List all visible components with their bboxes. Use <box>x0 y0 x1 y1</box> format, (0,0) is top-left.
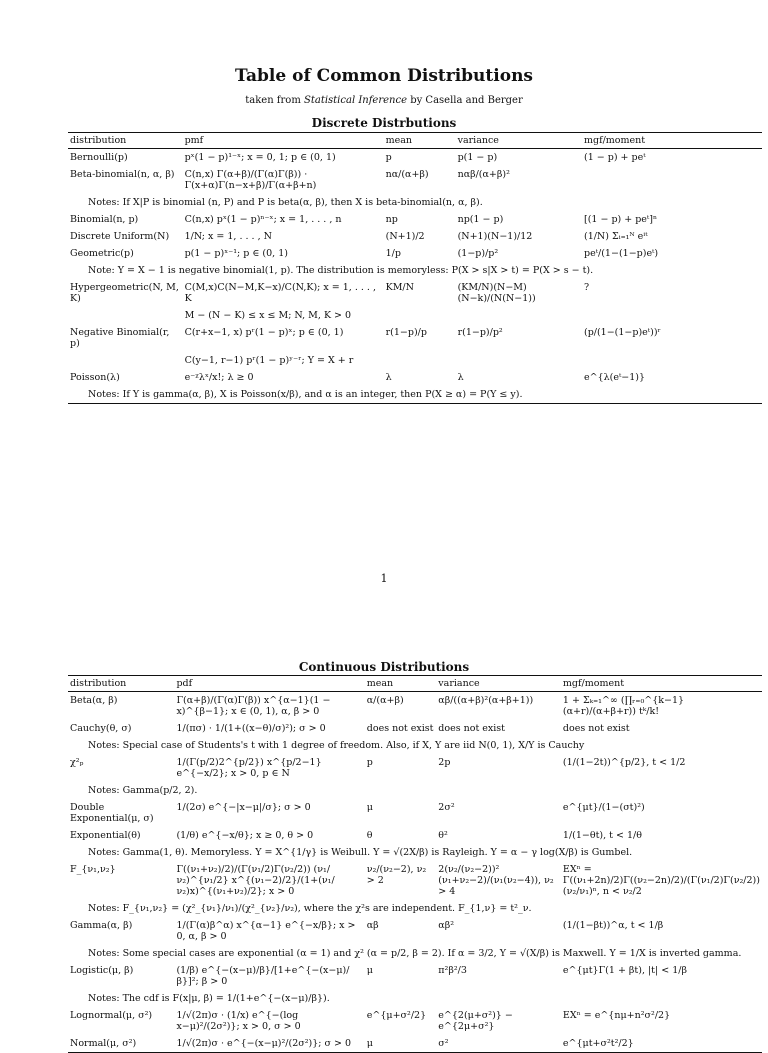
cell-mgf: (1/(1−βt))^α, t < 1/β <box>562 920 664 931</box>
cell-variance: np(1 − p) <box>457 214 504 225</box>
note-row <box>68 945 762 962</box>
pmf-continuation: C(y−1, r−1) pʳ(1 − p)ʸ⁻ʳ; Y = X + r <box>184 355 354 366</box>
note-row <box>68 990 762 1007</box>
cell-name: F_{ν₁,ν₂} <box>70 864 116 875</box>
cell-variance: π²β²/3 <box>438 965 467 976</box>
empty-cell <box>68 307 183 324</box>
distribution-row <box>68 962 762 990</box>
cell-mean: e^{μ+σ²/2} <box>366 1010 427 1021</box>
cell-pmf: C(M,x)C(N−M,K−x)/C(N,K); x = 1, . . . , K <box>184 282 376 304</box>
cell-variance: αβ/((α+β)²(α+β+1)) <box>438 695 534 706</box>
cell-variance: e^{2(μ+σ²)} − e^{2μ+σ²} <box>438 1010 513 1032</box>
cell-name: Cauchy(θ, σ) <box>70 723 132 734</box>
discrete-rows <box>68 149 762 404</box>
cell-mean: does not exist <box>366 723 434 734</box>
note-row <box>68 782 762 799</box>
row-note: Notes: If X|P is binomial (n, P) and P is beta(α, β), then X is beta-binomial(n, α, β). <box>88 197 483 208</box>
cell-variance: p(1 − p) <box>457 152 498 163</box>
cell-name: χ²ₚ <box>70 757 84 768</box>
cell-pmf: 1/(Γ(p/2)2^{p/2}) x^{p/2−1} e^{−x/2}; x > 0, p ∈ N <box>176 757 322 779</box>
cell-pmf: C(n,x) pˣ(1 − p)ⁿ⁻ˣ; x = 1, . . . , n <box>184 214 342 225</box>
cell-variance: (1−p)/p² <box>457 248 499 259</box>
col-header-mean: mean <box>384 133 456 149</box>
cell-variance: θ² <box>438 830 448 841</box>
row-note: Note: Y = X − 1 is negative binomial(1, p). The distribution is memoryless: P(X > s|X > t) = P(X > s − t). <box>88 265 594 276</box>
cell-mgf: (1 − p) + peᵗ <box>583 152 646 163</box>
cell-name: Beta(α, β) <box>70 695 118 706</box>
cell-variance: (N+1)(N−1)/12 <box>457 231 533 242</box>
col-header-variance: variance <box>456 133 582 149</box>
cell-mean: μ <box>366 802 373 813</box>
distribution-row <box>68 861 762 900</box>
cell-mgf <box>582 166 762 194</box>
cell-name: Gamma(α, β) <box>70 920 133 931</box>
cell-mean: μ <box>366 965 373 976</box>
cell-mgf: 1 + Σₖ₌₁^∞ (∏ᵣ₌₀^{k−1} (α+r)/(α+β+r)) tᵏ/k! <box>562 695 685 717</box>
distribution-row <box>68 754 762 782</box>
note-row <box>68 262 762 279</box>
cell-pmf: pˣ(1 − p)¹⁻ˣ; x = 0, 1; p ∈ (0, 1) <box>184 152 336 163</box>
distribution-row <box>68 211 762 228</box>
distribution-row <box>68 279 762 307</box>
cell-pmf: (1/θ) e^{−x/θ}; x ≥ 0, θ > 0 <box>176 830 314 841</box>
distribution-row <box>68 799 762 827</box>
cell-variance: λ <box>457 372 464 383</box>
pmf-continuation: M − (N − K) ≤ x ≤ M; N, M, K > 0 <box>184 310 352 321</box>
row-note: Notes: F_{ν₁,ν₂} = (χ²_{ν₁}/ν₁)/(χ²_{ν₂}/ν₂), where the χ²s are independent. F_{1,ν} = t²_ν. <box>88 903 532 914</box>
distribution-row <box>68 228 762 245</box>
cell-pmf: 1/(Γ(α)β^α) x^{α−1} e^{−x/β}; x > 0, α, β > 0 <box>176 920 356 942</box>
cell-name: Logistic(μ, β) <box>70 965 134 976</box>
empty-cell <box>68 352 183 369</box>
cell-variance: nαβ/(α+β)² <box>457 169 510 180</box>
cell-mgf: e^{μt+σ²t²/2} <box>561 1035 762 1053</box>
note-row <box>68 386 762 404</box>
cell-pmf: 1/(2σ) e^{−|x−μ|/σ}; σ > 0 <box>176 802 311 813</box>
cell-mgf: ? <box>583 282 590 293</box>
cell-name: Exponential(θ) <box>70 830 141 841</box>
cell-mean: 1/p <box>385 248 401 259</box>
continuation-row <box>68 307 762 324</box>
cell-pmf: Γ(α+β)/(Γ(α)Γ(β)) x^{α−1}(1 − x)^{β−1}; x ∈ (0, 1), α, β > 0 <box>176 695 331 717</box>
distribution-row <box>68 369 762 386</box>
cell-pmf: 1/(πσ) · 1/(1+((x−θ)/σ)²); σ > 0 <box>176 723 326 734</box>
cell-name: Lognormal(μ, σ²) <box>70 1010 153 1021</box>
cell-mgf: EXⁿ = e^{nμ+n²σ²/2} <box>562 1010 671 1021</box>
distribution-row <box>68 1007 762 1035</box>
cell-mean: μ <box>365 1035 437 1053</box>
cell-pmf: e⁻ᵡλˣ/x!; λ ≥ 0 <box>184 372 254 383</box>
cell-mean: nα/(α+β) <box>385 169 429 180</box>
cell-name: Poisson(λ) <box>70 372 120 383</box>
col-header-mgf: mgf/moment <box>582 133 762 149</box>
col-header-distribution: distribution <box>68 133 183 149</box>
cell-variance: (KM/N)(N−M)(N−k)/(N(N−1)) <box>457 282 536 304</box>
distribution-row <box>68 720 762 737</box>
cell-pmf: Γ((ν₁+ν₂)/2)/(Γ(ν₁/2)Γ(ν₂/2)) (ν₁/ν₂)^{ν₁/2} x^{(ν₁−2)/2}/(1+(ν₁/ν₂)x)^{(ν₁+ν₂)/2}; x > 0 <box>176 864 335 897</box>
cell-mgf: e^{μt}/(1−(σt)²) <box>562 802 645 813</box>
cell-variance: αβ² <box>438 920 455 931</box>
cell-name: Geometric(p) <box>70 248 134 259</box>
cell-mgf: (1/N) Σᵢ₌₁ᴺ eⁱᵗ <box>583 231 648 242</box>
row-note: Notes: If Y is gamma(α, β), X is Poisson(x/β), and α is an integer, then P(X ≥ α) = P(Y ≤ y). <box>68 386 762 404</box>
distribution-row <box>68 917 762 945</box>
cell-mgf: EXⁿ = Γ((ν₁+2n)/2)Γ((ν₂−2n)/2)/(Γ(ν₁/2)Γ(ν₂/2)) (ν₂/ν₁)ⁿ, n < ν₂/2 <box>562 864 760 897</box>
note-row <box>68 844 762 861</box>
cell-variance: r(1−p)/p² <box>457 327 503 338</box>
cell-name: Bernoulli(p) <box>70 152 128 163</box>
cell-name: Discrete Uniform(N) <box>70 231 170 242</box>
cell-mgf: e^{μt}Γ(1 + βt), |t| < 1/β <box>562 965 687 976</box>
row-note: Notes: Some special cases are exponential (α = 1) and χ² (α = p/2, β = 2). If α = 3/2, Y = √(X/β) is Maxwell. Y = 1/X is inverted gamma. <box>88 948 742 959</box>
col-header-pdf: pdf <box>174 676 364 692</box>
cell-mean: α/(α+β) <box>366 695 404 706</box>
cell-variance: 2p <box>438 757 451 768</box>
cell-mean: λ <box>385 372 392 383</box>
cell-mean: p <box>385 152 392 163</box>
cell-variance: does not exist <box>438 723 506 734</box>
row-note: Notes: The cdf is F(x|μ, β) = 1/(1+e^{−(x−μ)/β}). <box>88 993 330 1004</box>
discrete-heading: Discrete Distrbutions <box>311 116 457 130</box>
cell-name: Negative Binomial(r, p) <box>70 327 170 349</box>
distribution-row <box>68 1035 762 1053</box>
document-title: Table of Common Distributions <box>234 66 533 86</box>
cell-mgf: does not exist <box>562 723 630 734</box>
cell-mgf: peᵗ/(1−(1−p)eᵗ) <box>583 248 659 259</box>
subtitle-prefix: taken from <box>245 95 301 106</box>
distribution-row <box>68 149 762 167</box>
note-row <box>68 737 762 754</box>
distribution-row <box>68 692 762 721</box>
cell-mean: np <box>385 214 398 225</box>
cell-name: Hypergeometric(N, M, K) <box>70 282 179 304</box>
cell-mgf: (1/(1−2t))^{p/2}, t < 1/2 <box>562 757 686 768</box>
row-note: Notes: Special case of Students's t with 1 degree of freedom. Also, if X, Y are iid N(0, 1), X/Y is Cauchy <box>88 740 585 751</box>
cell-mean: (N+1)/2 <box>385 231 425 242</box>
cell-mean: p <box>366 757 373 768</box>
cell-name: Double Exponential(μ, σ) <box>70 802 154 824</box>
cell-name: Binomial(n, p) <box>70 214 139 225</box>
cell-variance: σ² <box>436 1035 561 1053</box>
cell-name: Normal(μ, σ²) <box>68 1035 174 1053</box>
cell-mgf: [(1 − p) + peᵗ]ⁿ <box>583 214 658 225</box>
cell-pmf: C(n,x) Γ(α+β)/(Γ(α)Γ(β)) · Γ(x+α)Γ(n−x+β)/Γ(α+β+n) <box>184 169 317 191</box>
distribution-row <box>68 166 762 194</box>
distribution-row <box>68 245 762 262</box>
page-number: 1 <box>380 572 388 585</box>
cell-name: Beta-binomial(n, α, β) <box>70 169 175 180</box>
cell-mean: ν₂/(ν₂−2), ν₂ > 2 <box>366 864 427 886</box>
col-header-mean: mean <box>365 676 437 692</box>
subtitle-suffix: by Casella and Berger <box>410 95 523 106</box>
cell-pmf: 1/√(2π)σ · e^{−(x−μ)²/(2σ²)}; σ > 0 <box>174 1035 364 1053</box>
cell-pmf: C(r+x−1, x) pʳ(1 − p)ˣ; p ∈ (0, 1) <box>184 327 344 338</box>
col-header-pmf: pmf <box>183 133 384 149</box>
cell-mgf: e^{λ(eᵗ−1)} <box>583 372 646 383</box>
continuous-heading: Continuous Distributions <box>298 660 470 674</box>
cell-mean: αβ <box>366 920 379 931</box>
cell-pmf: 1/N; x = 1, . . . , N <box>184 231 272 242</box>
cell-mean: KM/N <box>385 282 414 293</box>
note-row <box>68 194 762 211</box>
continuation-row <box>68 352 762 369</box>
col-header-distribution: distribution <box>68 676 174 692</box>
cell-pmf: 1/√(2π)σ · (1/x) e^{−(log x−μ)²/(2σ²)}; x > 0, σ > 0 <box>176 1010 301 1032</box>
cell-mgf: 1/(1−θt), t < 1/θ <box>562 830 642 841</box>
col-header-mgf: mgf/moment <box>561 676 762 692</box>
discrete-table <box>68 132 762 404</box>
distribution-row <box>68 324 762 352</box>
cell-mean: r(1−p)/p <box>385 327 427 338</box>
subtitle-book: Statistical Inference <box>303 95 407 106</box>
cell-pmf: p(1 − p)ˣ⁻¹; p ∈ (0, 1) <box>184 248 288 259</box>
note-row <box>68 900 762 917</box>
row-note: Notes: Gamma(1, θ). Memoryless. Y = X^{1/γ} is Weibull. Y = √(2X/β) is Rayleigh. Y = α − γ log(X/β) is Gumbel. <box>88 847 633 858</box>
cell-mean: θ <box>366 830 373 841</box>
continuous-rows <box>68 692 762 1053</box>
cell-pmf: (1/β) e^{−(x−μ)/β}/[1+e^{−(x−μ)/β}]²; β > 0 <box>176 965 350 987</box>
row-note: Notes: Gamma(p/2, 2). <box>88 785 198 796</box>
cell-variance: 2σ² <box>438 802 455 813</box>
document-subtitle <box>0 95 768 106</box>
continuous-table <box>68 675 762 1053</box>
col-header-variance: variance <box>436 676 561 692</box>
cell-variance: 2(ν₂/(ν₂−2))² (ν₁+ν₂−2)/(ν₁(ν₂−4)), ν₂ > 4 <box>438 864 554 897</box>
distribution-row <box>68 827 762 844</box>
cell-mgf: (p/(1−(1−p)eᵗ))ʳ <box>583 327 661 338</box>
